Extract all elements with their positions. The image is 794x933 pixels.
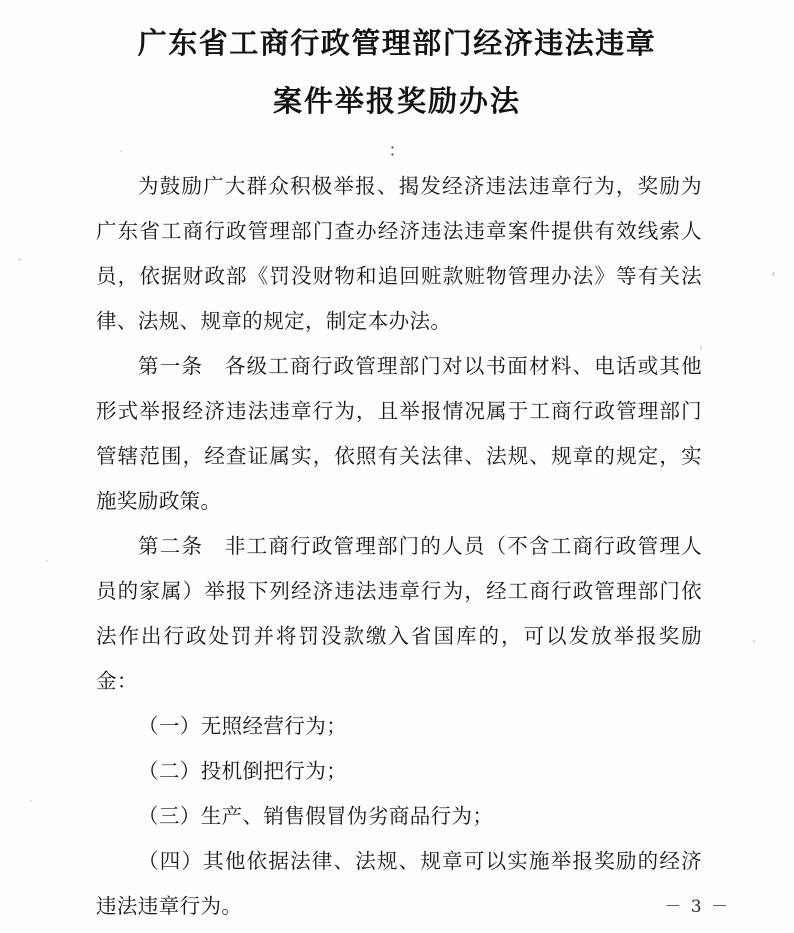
scan-speckle xyxy=(30,800,32,802)
scan-speckle xyxy=(18,258,21,261)
title-line-2: 案件举报奖励办法 xyxy=(272,84,521,118)
paragraph-preamble: 为鼓励广大群众积极举报、揭发经济违法违章行为，奖励为广东省工商行政管理部门查办经济违法违章案件提供有效线索人员，依据财政部《罚没财物和追回赃款赃物管理办法》等有关法律、法规、规章的规定，制定本办法。 xyxy=(96,174,702,333)
paragraph-article-1: 第一条 各级工商行政管理部门对以书面材料、电话或其他形式举报经济违法违章行为，且举报情况属于工商行政管理部门管辖范围，经查证属实，依照有关法律、法规、规章的规定，实施奖励政策。 xyxy=(96,354,702,513)
scan-speckle xyxy=(700,345,702,350)
document-body xyxy=(0,164,794,929)
list-item: （一）无照经营行为； xyxy=(138,714,347,738)
page-number: － 3 － xyxy=(664,897,730,917)
document-title xyxy=(0,0,794,130)
scan-speckle xyxy=(772,272,775,276)
title-line-1: 广东省工商行政管理部门经济违法违章 xyxy=(137,26,657,60)
paragraph-article-2: 第二条 非工商行政管理部门的人员（不含工商行政管理人员的家属）举报下列经济违法违章行为，经工商行政管理部门依法作出行政处罚并将罚没款缴入省国库的，可以发放举报奖励金： xyxy=(96,534,702,693)
title-divider-mark: ： xyxy=(388,141,406,161)
scan-speckle xyxy=(46,560,48,562)
list-item: （三）生产、销售假冒伪劣商品行为； xyxy=(138,804,494,828)
list-item: （四）其他依据法律、法规、规章可以实施举报奖励的经济违法违章行为。 xyxy=(96,849,702,918)
scan-speckle xyxy=(753,640,755,643)
scan-speckle xyxy=(120,150,122,152)
list-item: （二）投机倒把行为； xyxy=(138,759,347,783)
